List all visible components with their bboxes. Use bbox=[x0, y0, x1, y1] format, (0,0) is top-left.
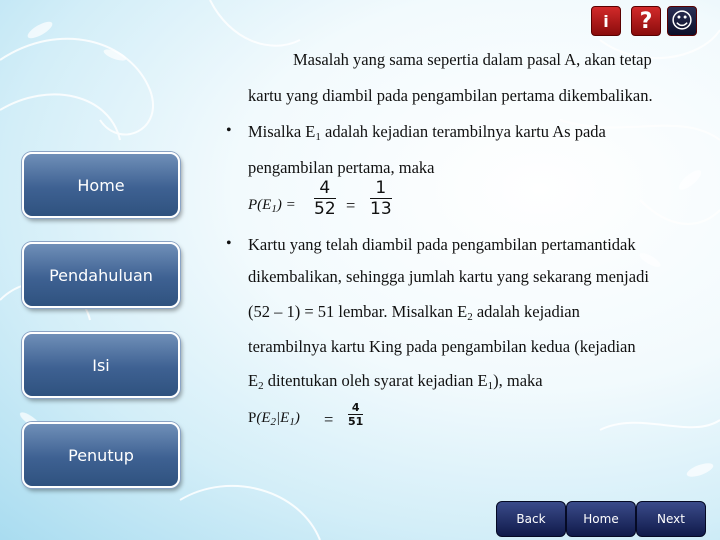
bullet-2-line-3: (52 – 1) = 51 lembar. Misalkan $E_2$ adalah kejadian bbox=[248, 302, 580, 323]
info-icon: i bbox=[603, 11, 609, 31]
bullet-2-line-2: dikembalikan, sehingga jumlah kartu yang sekarang menjadi bbox=[248, 267, 649, 286]
nav-home-button[interactable] bbox=[22, 152, 180, 218]
nav-content-label: Isi bbox=[92, 355, 110, 375]
formula-2-equals: = bbox=[324, 410, 334, 429]
character-button[interactable] bbox=[667, 6, 697, 36]
help-button[interactable] bbox=[631, 6, 661, 36]
next-label: Next bbox=[657, 512, 685, 526]
content-line-1: Masalah yang sama sepertia dalam pasal A, akan tetap bbox=[293, 50, 652, 69]
nav-home-label: Home bbox=[77, 175, 125, 195]
bullet-2-line-1: Kartu yang telah diambil pada pengambilan pertamantidak bbox=[248, 235, 636, 254]
formula-1-equals: = bbox=[346, 196, 356, 215]
next-button[interactable] bbox=[636, 501, 706, 537]
question-mark-icon: ? bbox=[639, 8, 653, 34]
nav-intro-label: Pendahuluan bbox=[49, 265, 153, 285]
formula-2-lhs: $P(E_2|E_1)$ bbox=[248, 410, 300, 428]
bullet-1: • bbox=[226, 122, 232, 139]
back-label: Back bbox=[516, 512, 546, 526]
bullet-2-line-4: terambilnya kartu King pada pengambilan kedua (kejadian bbox=[248, 337, 636, 356]
nav-intro-button[interactable] bbox=[22, 242, 180, 308]
formula-1-lhs: $P(E_1)$ = bbox=[248, 197, 296, 215]
face-icon: ☺ bbox=[670, 8, 694, 34]
nav-closing-button[interactable] bbox=[22, 422, 180, 488]
bullet-2-line-5: $E_2$ ditentukan oleh syarat kejadian $E_1$), maka bbox=[248, 371, 543, 392]
content-line-2: kartu yang diambil pada pengambilan pertama dikembalikan. bbox=[248, 86, 653, 105]
info-button[interactable] bbox=[591, 6, 621, 36]
back-button[interactable] bbox=[496, 501, 566, 537]
bullet-2: • bbox=[226, 235, 232, 252]
nav-content-button[interactable] bbox=[22, 332, 180, 398]
bullet-1-line-1: Misalka $E_1$ adalah kejadian terambilnya kartu As pada bbox=[248, 122, 606, 143]
nav-closing-label: Penutup bbox=[68, 445, 134, 465]
home-label: Home bbox=[583, 512, 619, 526]
bullet-1-line-2: pengambilan pertama, maka bbox=[248, 158, 435, 177]
formula-1-fraction-1: 4 52 bbox=[314, 178, 336, 219]
home-button[interactable] bbox=[566, 501, 636, 537]
formula-2-fraction: 4 51 bbox=[348, 401, 364, 428]
formula-1-fraction-2: 1 13 bbox=[370, 178, 392, 219]
